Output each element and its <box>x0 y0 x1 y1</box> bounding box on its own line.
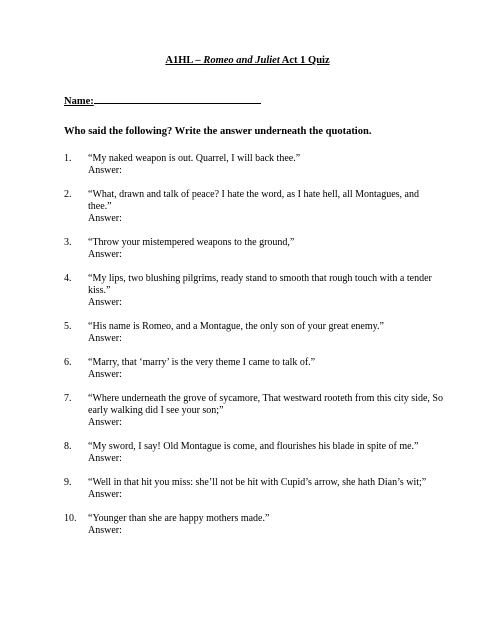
question-quote: “Throw your mistempered weapons to the ground,” <box>88 237 295 248</box>
question-number: 5. <box>64 321 72 332</box>
question-item <box>64 357 444 381</box>
question-quote: “What, drawn and talk of peace? I hate the word, as I hate hell, all Montagues, and thee.” <box>88 189 419 212</box>
question-number: 4. <box>64 273 72 284</box>
question-item <box>64 477 444 501</box>
answer-label: Answer: <box>88 489 122 500</box>
title-suffix: Act 1 Quiz <box>279 55 330 66</box>
question-quote: “His name is Romeo, and a Montague, the only son of your great enemy.” <box>88 321 384 332</box>
answer-label: Answer: <box>88 165 122 176</box>
question-item <box>64 189 444 225</box>
name-blank-line[interactable] <box>94 93 261 104</box>
name-field-row <box>64 93 261 107</box>
question-item <box>64 393 444 429</box>
instructions: Who said the following? Write the answer underneath the quotation. <box>64 126 372 137</box>
name-label: Name: <box>64 96 94 107</box>
answer-label: Answer: <box>88 525 122 536</box>
answer-label: Answer: <box>88 417 122 428</box>
answer-label: Answer: <box>88 453 122 464</box>
question-number: 3. <box>64 237 72 248</box>
question-quote: “Marry, that ‘marry’ is the very theme I came to talk of.” <box>88 357 316 368</box>
question-quote: “My sword, I say! Old Montague is come, and flourishes his blade in spite of me.” <box>88 441 419 452</box>
question-item <box>64 321 444 345</box>
question-quote: “Where underneath the grove of sycamore, That westward rooteth from this city side, So early walking did I see your son;” <box>88 393 443 416</box>
question-quote: “Younger than she are happy mothers made.” <box>88 513 270 524</box>
question-quote: “My lips, two blushing pilgrims, ready stand to smooth that rough touch with a tender kiss.” <box>88 273 432 296</box>
question-number: 9. <box>64 477 72 488</box>
question-number: 8. <box>64 441 72 452</box>
answer-label: Answer: <box>88 213 122 224</box>
answer-label: Answer: <box>88 297 122 308</box>
page-title <box>0 55 495 66</box>
question-number: 6. <box>64 357 72 368</box>
question-number: 10. <box>64 513 77 524</box>
question-number: 2. <box>64 189 72 200</box>
question-item <box>64 273 444 309</box>
title-play-name: Romeo and Juliet <box>203 55 280 66</box>
answer-label: Answer: <box>88 249 122 260</box>
question-quote: “Well in that hit you miss: she’ll not be hit with Cupid’s arrow, she hath Dian’s wit;” <box>88 477 427 488</box>
question-list <box>64 153 444 549</box>
question-item <box>64 513 444 537</box>
question-item <box>64 441 444 465</box>
title-prefix: A1HL – <box>165 55 204 66</box>
answer-label: Answer: <box>88 333 122 344</box>
question-number: 1. <box>64 153 72 164</box>
answer-label: Answer: <box>88 369 122 380</box>
question-quote: “My naked weapon is out. Quarrel, I will back thee.” <box>88 153 301 164</box>
question-item <box>64 153 444 177</box>
question-number: 7. <box>64 393 72 404</box>
question-item <box>64 237 444 261</box>
